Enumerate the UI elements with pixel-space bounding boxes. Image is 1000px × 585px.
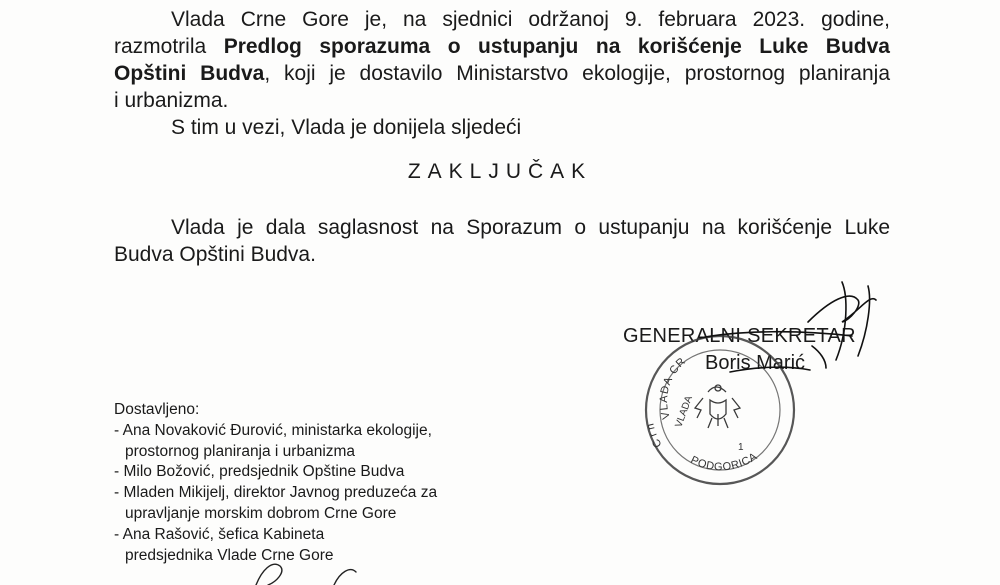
distribution-heading: Dostavljeno: xyxy=(114,401,200,418)
stamp-mark: 1 xyxy=(738,442,744,453)
distribution-item: - Ana Rašović, šefica Kabineta xyxy=(114,525,325,543)
intro-line-2 xyxy=(114,33,890,60)
intro-line-3-rest: , koji je dostavilo Ministarstvo ekologije, prostornog planiranja xyxy=(264,62,890,85)
intro-paragraph xyxy=(114,6,890,114)
intro-line-2-prefix: razmotrila xyxy=(114,35,224,58)
distribution-item: predsjednika Vlade Crne Gore xyxy=(125,546,334,564)
conclusion-line-1: Vlada je dala saglasnost na Sporazum o ustupanju na korišćenje Luke xyxy=(171,216,890,239)
svg-text:C r n xyxy=(644,422,664,449)
distribution-item: - Milo Božović, predsjednik Opštine Budva xyxy=(114,463,405,481)
conclusion-paragraph xyxy=(114,214,890,268)
svg-text:VLADA CR xyxy=(658,355,689,420)
distribution-list xyxy=(114,400,437,566)
decision-intro xyxy=(114,114,890,141)
signatory-title: GENERALNI SEKRETAR xyxy=(623,325,856,347)
stamp-side-text: VLADA xyxy=(673,394,696,430)
distribution-item: - Mladen Mikijelj, direktor Javnog preduzeća za xyxy=(114,484,438,502)
intro-line-1: Vlada Crne Gore je, na sjednici održanoj 9. februara 2023. godine, xyxy=(171,8,890,31)
intro-line-3 xyxy=(114,60,890,87)
intro-line-4: i urbanizma. xyxy=(114,89,229,112)
stamp-left-text: C r n xyxy=(644,422,665,450)
signatory-name: Boris Marić xyxy=(705,352,806,374)
coat-of-arms-icon xyxy=(695,385,740,428)
proposal-title-part2: Opštini Budva xyxy=(114,62,265,85)
conclusion-line-2: Budva Opštini Budva. xyxy=(114,243,316,266)
distribution-item: upravljanje morskim dobrom Crne Gore xyxy=(125,504,397,522)
proposal-title-part1: Predlog sporazuma o ustupanju na korišćenje Luke Budva xyxy=(223,35,890,58)
decision-intro-line: S tim u vezi, Vlada je donijela sljedeći xyxy=(171,116,522,139)
distribution-item: - Ana Novaković Đurović, ministarka ekologije, xyxy=(114,421,432,439)
svg-text:PODGORICA xyxy=(689,450,760,473)
distribution-item: prostornog planiranja i urbanizma xyxy=(125,442,356,460)
stamp-bottom-text: PODGORICA xyxy=(688,450,760,474)
initials-mark xyxy=(256,564,356,585)
document-title: ZAKLJUČAK xyxy=(407,160,593,183)
stamp-top-text: VLADA CR xyxy=(658,355,689,421)
